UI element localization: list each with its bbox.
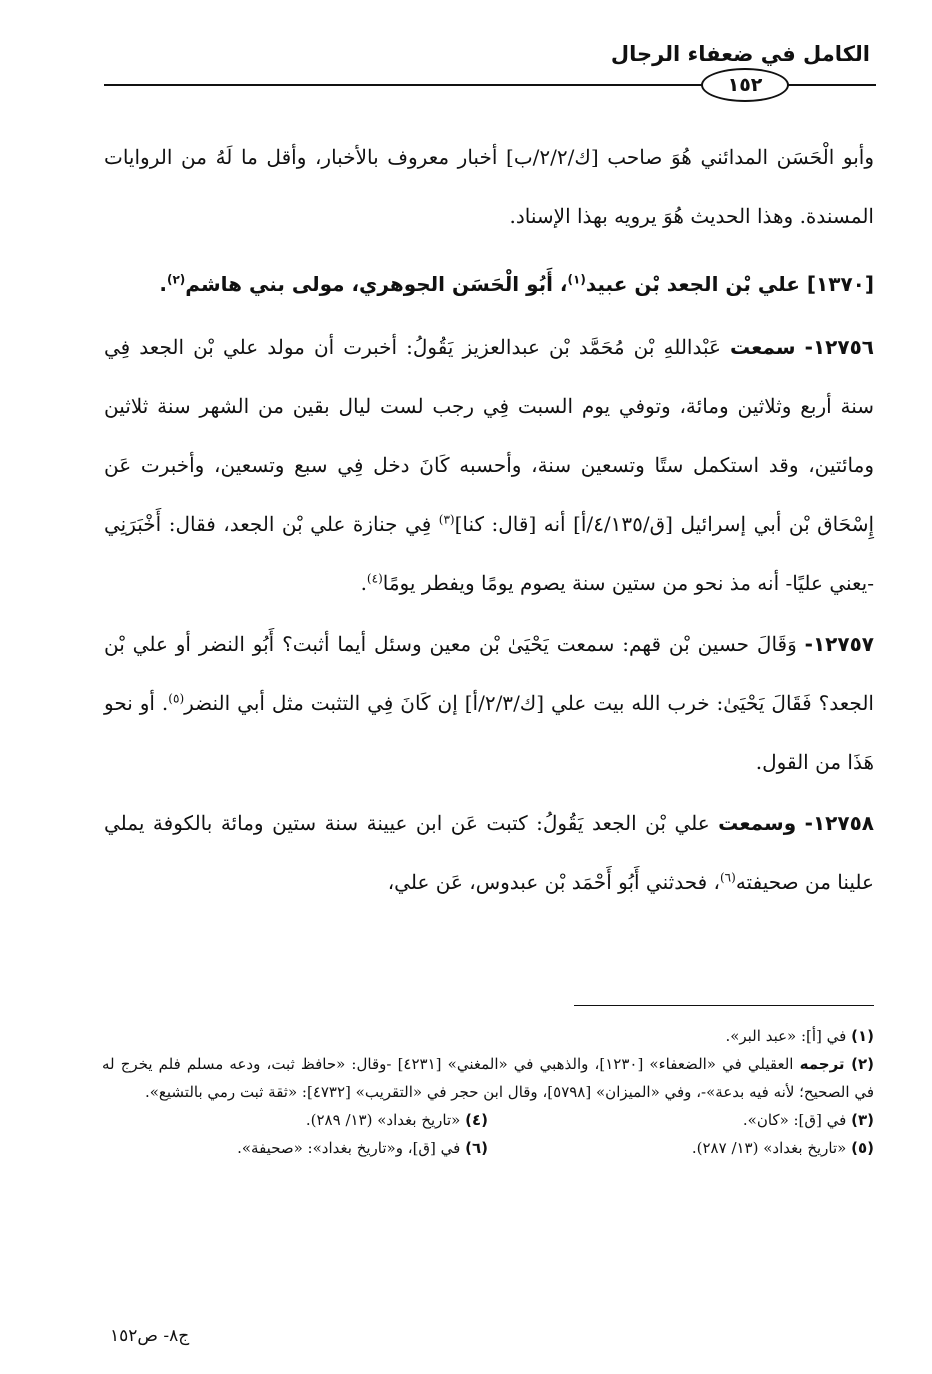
footnote-4 xyxy=(102,1106,488,1134)
footnote-5 xyxy=(488,1134,874,1162)
hadith-text: عَبْداللهِ بْن مُحَمَّد بْن عبدالعزيز يَقُولُ: أخبرت أن مولد علي بْن الجعد فِي سنة أربع وثلاثين ومائة، وتوفي يوم السبت فِي رجب لست ليال بقين من الشهر سنة ثلاثين ومائتين، وقد استكمل ستًا وتسعين سنة، وأحسبه كَانَ دخل فِي سبع وتسعين، وأخبرت عَن إِسْحَاق بْن أبي إسرائيل [ق/٤/١٣٥/أ] أنه [قال: كنا] xyxy=(104,335,875,536)
footnote-text: في [أ]: «عبد البر». xyxy=(725,1027,852,1045)
footnote-2 xyxy=(102,1050,874,1106)
footnote-text: في [ق]: «كان». xyxy=(742,1111,852,1129)
page-number-badge: ١٥٢ xyxy=(701,68,789,102)
footnote-label: (٢) xyxy=(851,1055,874,1073)
hadith-number: ١٢٧٥٧- xyxy=(804,632,874,656)
footnote-text: في [ق]، و«تاريخ بغداد»: «صحيفة». xyxy=(237,1139,466,1157)
footnotes xyxy=(102,1022,874,1162)
narration-keyword: سمعت xyxy=(730,335,796,359)
footnote-row xyxy=(102,1106,874,1134)
hadith-number: ١٢٧٥٨- xyxy=(804,811,875,835)
footnote-text: «تاريخ بغداد» (١٣/ ٢٨٧). xyxy=(691,1139,852,1157)
footnote-6 xyxy=(102,1134,488,1162)
hadith-text: علي بْن الجعد يَقُولُ: كتبت عَن ابن عيينة سنة ستين ومائة بالكوفة يملي علينا من صحيفته xyxy=(104,811,874,894)
footnote-label: (١) xyxy=(851,1027,874,1045)
hadith-text: وَقَالَ حسين بْن قهم: سمعت يَحْيَىٰ بْن معين وسئل أيما أثبت؟ أَبُو النضر أو علي بْن الجعد؟ فَقَالَ يَحْيَىٰ: خرب الله بيت علي [ك/٢/٣/أ] إن كَانَ فِي التثبت مثل أبي النضر xyxy=(104,632,874,715)
heading-text-mid: ، أَبُو الْحَسَن الجوهري، مولى بني هاشم xyxy=(185,272,568,296)
footnote-1 xyxy=(102,1022,874,1050)
footnote-ref-6[interactable]: (٦) xyxy=(719,870,736,885)
footnote-rule xyxy=(574,1005,874,1006)
narration-keyword: وسمعت xyxy=(718,811,797,835)
footnote-ref-3[interactable]: (٣) xyxy=(438,512,455,527)
footnote-text: العقيلي في «الضعفاء» [١٢٣٠]، والذهبي في «المغني» [٤٢٣١] -وقال: «حافظ ثبت، ودعه مسلم فلم يخرج له في الصحيح؛ لأنه فيه بدعة»-، وفي «الميزان» [٥٧٩٨]، وقال ابن حجر في «التقريب» [٤٧٣٢]: «ثقة ثبت رمي بالتشيع». xyxy=(102,1055,874,1101)
hadith-12757 xyxy=(104,615,874,792)
footnote-3 xyxy=(488,1106,874,1134)
entry-heading xyxy=(104,256,874,312)
footnote-ref-1[interactable]: (١) xyxy=(567,272,586,287)
footnote-label: (٤) xyxy=(465,1111,488,1129)
heading-text: [١٣٧٠] علي بْن الجعد بْن عبيد xyxy=(585,272,874,296)
footnote-row xyxy=(102,1134,874,1162)
footnote-label: (٥) xyxy=(851,1139,874,1157)
volume-page-reference: ج٨- ص١٥٢ xyxy=(110,1326,190,1346)
hadith-text-cont: . أو نحو هَذَا من القول. xyxy=(104,691,874,774)
footnote-label: (٦) xyxy=(465,1139,488,1157)
hadith-12756 xyxy=(104,318,874,613)
footnote-label: (٣) xyxy=(851,1111,874,1129)
footnote-ref-5[interactable]: (٥) xyxy=(168,691,185,706)
footnote-text: «تاريخ بغداد» (١٣/ ٢٨٩). xyxy=(305,1111,466,1129)
footnote-ref-4[interactable]: (٤) xyxy=(366,571,383,586)
hadith-text-cont: ، فحدثني أَبُو أَحْمَد بْن عبدوس، عَن علي، xyxy=(387,870,720,894)
hadith-end: . xyxy=(360,571,367,595)
hadith-12758 xyxy=(104,794,874,912)
body-text xyxy=(104,128,874,912)
hadith-number: ١٢٧٥٦- xyxy=(804,335,874,359)
running-title: الكامل في ضعفاء الرجال xyxy=(610,42,870,66)
hadith-text-cont: فِي جنازة علي بْن الجعد، فقال: أَخْبَرَنِي -يعني عليًا- أنه مذ نحو من ستين سنة يصوم يومًا ويفطر يومًا xyxy=(104,512,874,595)
footnote-ref-2[interactable]: (٢) xyxy=(166,272,186,287)
paragraph-intro: وأبو الْحَسَن المدائني هُوَ صاحب [ك/٢/٢/ب] أخبار معروف بالأخبار، وأقل ما لَهُ من الروايات المسندة. وهذا الحديث هُوَ يرويه بهذا الإسناد. xyxy=(104,145,874,228)
heading-end: . xyxy=(159,272,167,296)
footnote-keyword: ترجمه xyxy=(799,1055,852,1073)
